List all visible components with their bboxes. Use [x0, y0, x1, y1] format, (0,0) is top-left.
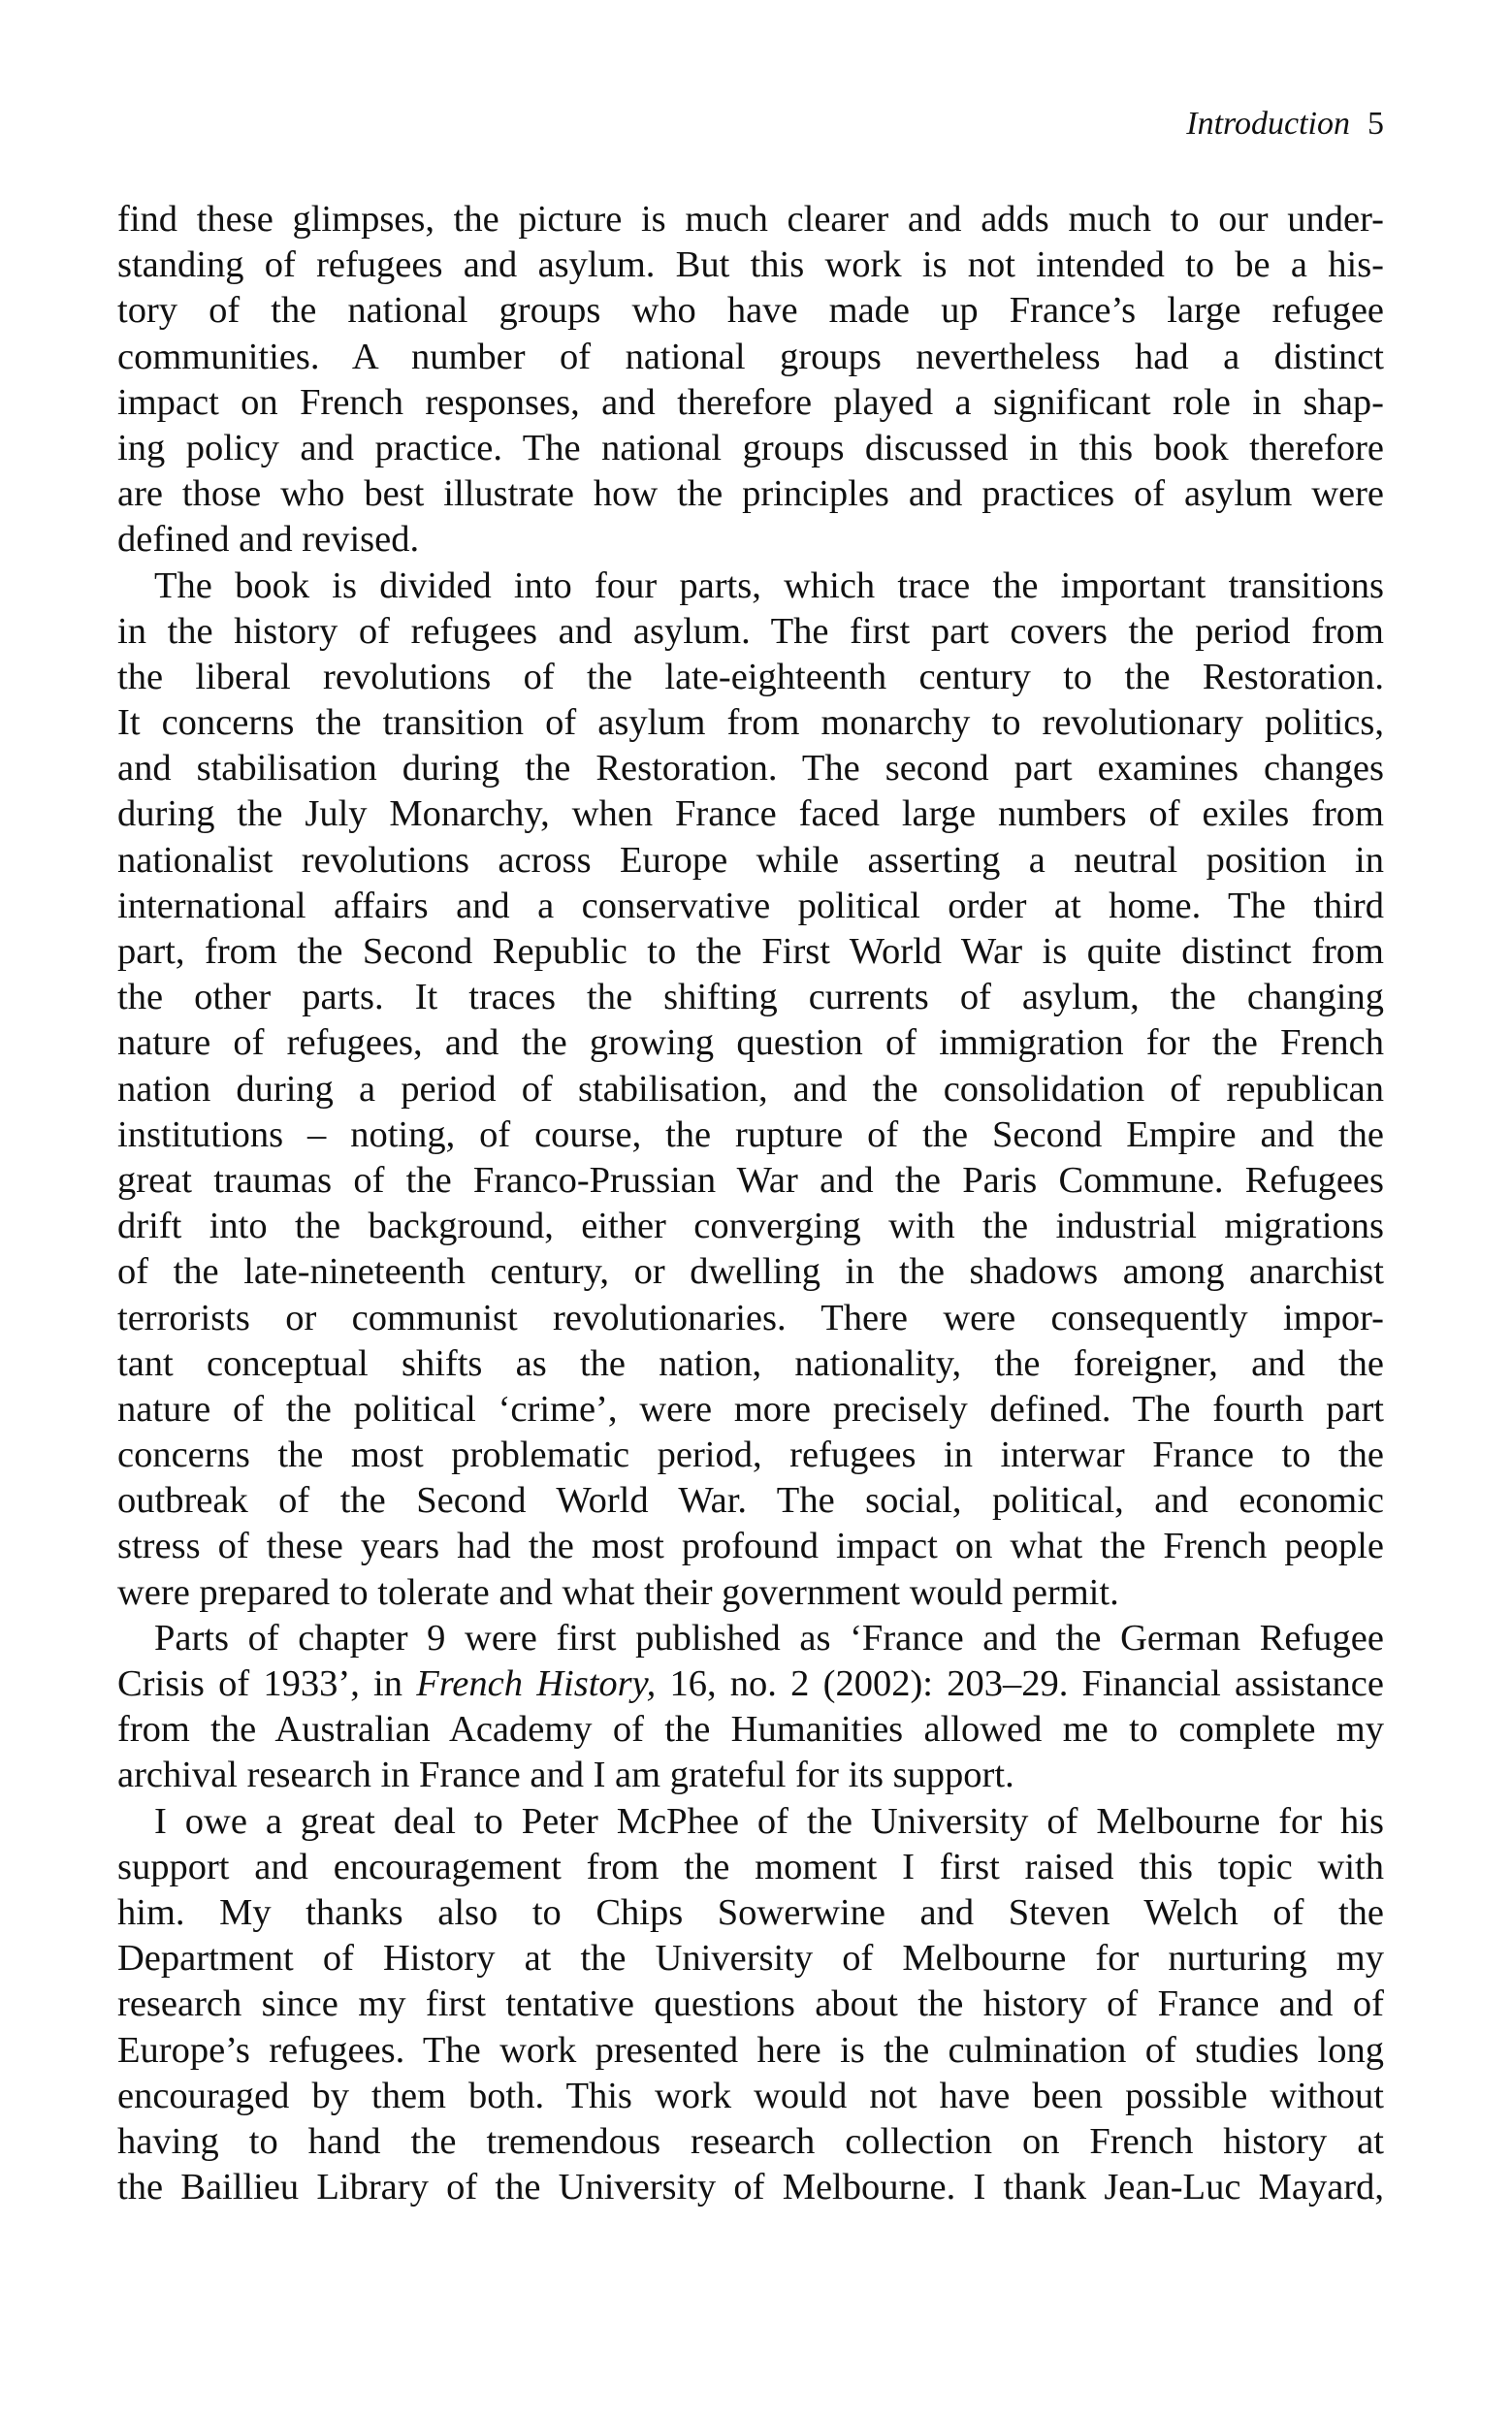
text-line: defined and revised.: [117, 519, 420, 561]
text-line: institutions – noting, of course, the rupture of the Second Empire and the: [117, 1113, 1384, 1155]
text-line: It concerns the transition of asylum from monarchy to revolutionary politics,: [117, 702, 1384, 744]
text-line: nature of refugees, and the growing question of immigration for the French: [117, 1022, 1384, 1064]
text-line: tory of the national groups who have made up France’s large refugee: [117, 290, 1384, 332]
text-line: communities. A number of national groups nevertheless had a distinct: [117, 336, 1384, 377]
text-line-with-citation: [117, 1661, 1384, 1707]
text-line: concerns the most problematic period, refugees in interwar France to the: [117, 1434, 1384, 1476]
text-line: terrorists or communist revolutionaries. There were consequently impor-: [117, 1297, 1384, 1338]
text-line: the other parts. It traces the shifting currents of asylum, the changing: [117, 977, 1384, 1018]
text-line: nation during a period of stabilisation, and the consolidation of republican: [117, 1068, 1384, 1110]
text-line: drift into the background, either converging with the industrial migrations: [117, 1206, 1384, 1247]
text-line: Parts of chapter 9 were first published as ‘France and the German Refugee: [154, 1617, 1384, 1659]
text-line: the liberal revolutions of the late-eighteenth century to the Restoration.: [117, 656, 1384, 697]
text-line: stress of these years had the most profound impact on what the French people: [117, 1526, 1384, 1567]
text-line: in the history of refugees and asylum. The first part covers the period from: [117, 610, 1384, 652]
text-line: outbreak of the Second World War. The social, political, and economic: [117, 1480, 1384, 1522]
running-head: [1186, 105, 1384, 144]
text-line: The book is divided into four parts, which trace the important transitions: [154, 564, 1384, 606]
text-line: the Baillieu Library of the University of Melbourne. I thank Jean-Luc Mayard,: [117, 2167, 1384, 2208]
text-line: nature of the political ‘crime’, were more precisely defined. The fourth part: [117, 1388, 1384, 1430]
text-line: part, from the Second Republic to the First World War is quite distinct from: [117, 931, 1384, 972]
text-line: nationalist revolutions across Europe while asserting a neutral position in: [117, 839, 1384, 881]
text-line: I owe a great deal to Peter McPhee of the University of Melbourne for his: [154, 1800, 1384, 1842]
book-page: [117, 0, 1384, 2417]
text-line: having to hand the tremendous research collection on French history at: [117, 2120, 1384, 2162]
text-line: support and encouragement from the moment I first raised this topic with: [117, 1846, 1384, 1887]
text-run: 16, no. 2 (2002): 203–29. Financial assistance: [656, 1663, 1384, 1704]
journal-title: French History,: [416, 1663, 657, 1704]
running-head-title: Introduction: [1186, 106, 1350, 142]
text-line: encouraged by them both. This work would not have been possible without: [117, 2075, 1384, 2116]
text-run: Crisis of 1933’, in: [117, 1663, 417, 1704]
page-number: 5: [1367, 106, 1384, 142]
text-line: find these glimpses, the picture is much clearer and adds much to our under-: [117, 199, 1384, 240]
text-line: great traumas of the Franco-Prussian War and the Paris Commune. Refugees: [117, 1159, 1384, 1201]
text-line: Europe’s refugees. The work presented here is the culmination of studies long: [117, 2029, 1384, 2071]
body-text: [117, 197, 1384, 2210]
text-line: during the July Monarchy, when France faced large numbers of exiles from: [117, 793, 1384, 835]
text-line: archival research in France and I am grateful for its support.: [117, 1755, 1014, 1796]
text-line: research since my first tentative questions about the history of France and of: [117, 1983, 1384, 2025]
text-line: are those who best illustrate how the principles and practices of asylum were: [117, 473, 1384, 515]
text-line: Department of History at the University of Melbourne for nurturing my: [117, 1938, 1384, 1980]
text-line: were prepared to tolerate and what their government would permit.: [117, 1571, 1119, 1613]
text-line: and stabilisation during the Restoration. The second part examines changes: [117, 748, 1384, 790]
text-line: of the late-nineteenth century, or dwelling in the shadows among anarchist: [117, 1251, 1384, 1293]
text-line: standing of refugees and asylum. But this work is not intended to be a his-: [117, 244, 1384, 286]
text-line: from the Australian Academy of the Humanities allowed me to complete my: [117, 1709, 1384, 1751]
text-line: international affairs and a conservative political order at home. The third: [117, 885, 1384, 926]
text-line: impact on French responses, and therefore played a significant role in shap-: [117, 381, 1384, 423]
text-line: tant conceptual shifts as the nation, nationality, the foreigner, and the: [117, 1342, 1384, 1384]
text-line: ing policy and practice. The national groups discussed in this book therefore: [117, 427, 1384, 468]
text-line: him. My thanks also to Chips Sowerwine and Steven Welch of the: [117, 1891, 1384, 1933]
